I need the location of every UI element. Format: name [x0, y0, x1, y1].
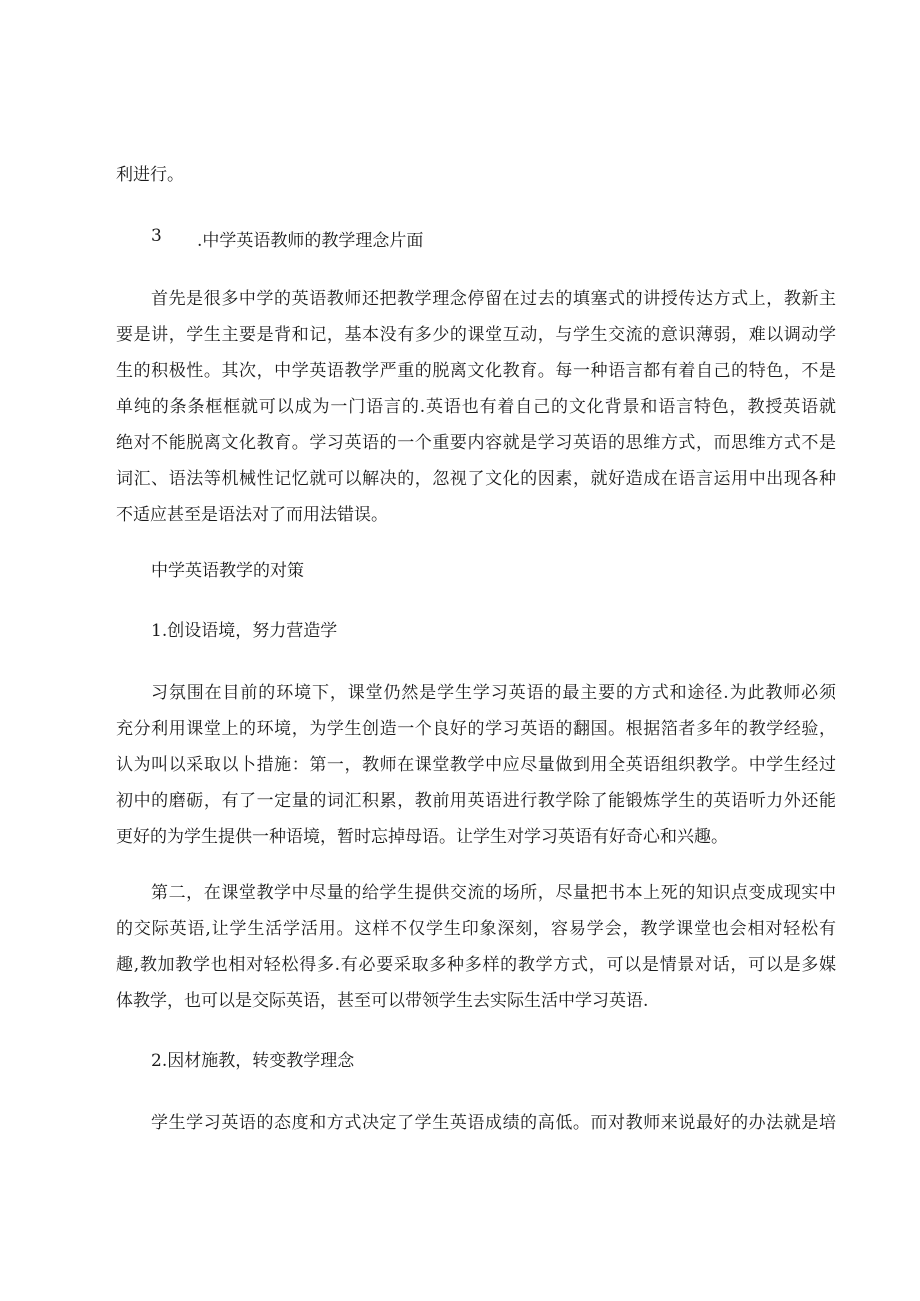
paragraph-line: 不适应甚至是语法对了而用法错误。 — [116, 505, 388, 525]
paragraph-line: 习氛围在目前的环境下，课堂仍然是学生学习英语的最主要的方式和途径.为此教师必须 — [151, 683, 836, 703]
subheading-1: 1.创设语境，努力营造学 — [151, 621, 338, 641]
section-3-number: 3 — [151, 226, 162, 246]
section-3-title: .中学英语教师的教学理念片面 — [197, 231, 424, 251]
section-3-heading — [0, 226, 920, 250]
paragraph-line: 初中的磨砺，有了一定量的词汇积累，教前用英语进行教学除了能锻炼学生的英语听力外还能 — [116, 791, 836, 811]
paragraph-line: 第二，在课堂教学中尽量的给学生提供交流的场所，尽量把书本上死的知识点变成现实中 — [151, 883, 836, 903]
paragraph-line: 绝对不能脱离文化教育。学习英语的一个重要内容就是学习英语的思维方式，而思维方式不是 — [116, 433, 836, 453]
subheading-2: 2.因材施教，转变教学理念 — [151, 1051, 355, 1071]
paragraph-line: 更好的为学生提供一种语境，暂时忘掉母语。让学生对学习英语有好奇心和兴趣。 — [116, 827, 728, 847]
paragraph-line: 体教学，也可以是交际英语，甚至可以带领学生去实际生活中学习英语. — [116, 991, 649, 1011]
paragraph-line: 的交际英语,让学生活学活用。这样不仅学生印象深刻，容易学会，教学课堂也会相对轻松有 — [116, 919, 836, 939]
paragraph-line: 首先是很多中学的英语教师还把教学理念停留在过去的填塞式的讲授传达方式上，教新主 — [151, 289, 836, 309]
paragraph-line: 学生学习英语的态度和方式决定了学生英语成绩的高低。而对教师来说最好的办法就是培 — [151, 1113, 836, 1133]
paragraph-line: 趣,教加教学也相对轻松得多.有必要采取多种多样的教学方式，可以是情景对话，可以是多媒 — [116, 955, 836, 975]
section-title: 中学英语教学的对策 — [151, 561, 304, 581]
paragraph-line: 认为叫以采取以卜措施：第一，教师在课堂教学中应尽量做到用全英语组织教学。中学生经过 — [116, 755, 836, 775]
top-fragment: 利进行。 — [116, 165, 184, 185]
paragraph-line: 单纯的条条框框就可以成为一门语言的.英语也有着自己的文化背景和语言特色，教授英语就 — [116, 397, 836, 417]
paragraph-line: 要是讲，学生主要是背和记，基本没有多少的课堂互动，与学生交流的意识薄弱，难以调动学 — [116, 325, 836, 345]
paragraph-line: 充分利用课堂上的环境，为学生创造一个良好的学习英语的翻国。根据箔者多年的教学经验， — [116, 719, 836, 739]
paragraph-line: 生的积极性。其次，中学英语教学严重的脱离文化教育。每一种语言都有着自己的特色，不是 — [116, 361, 836, 381]
paragraph-line: 词汇、语法等机械性记忆就可以解决的，忽视了文化的因素，就好造成在语言运用中出现各种 — [116, 469, 836, 489]
